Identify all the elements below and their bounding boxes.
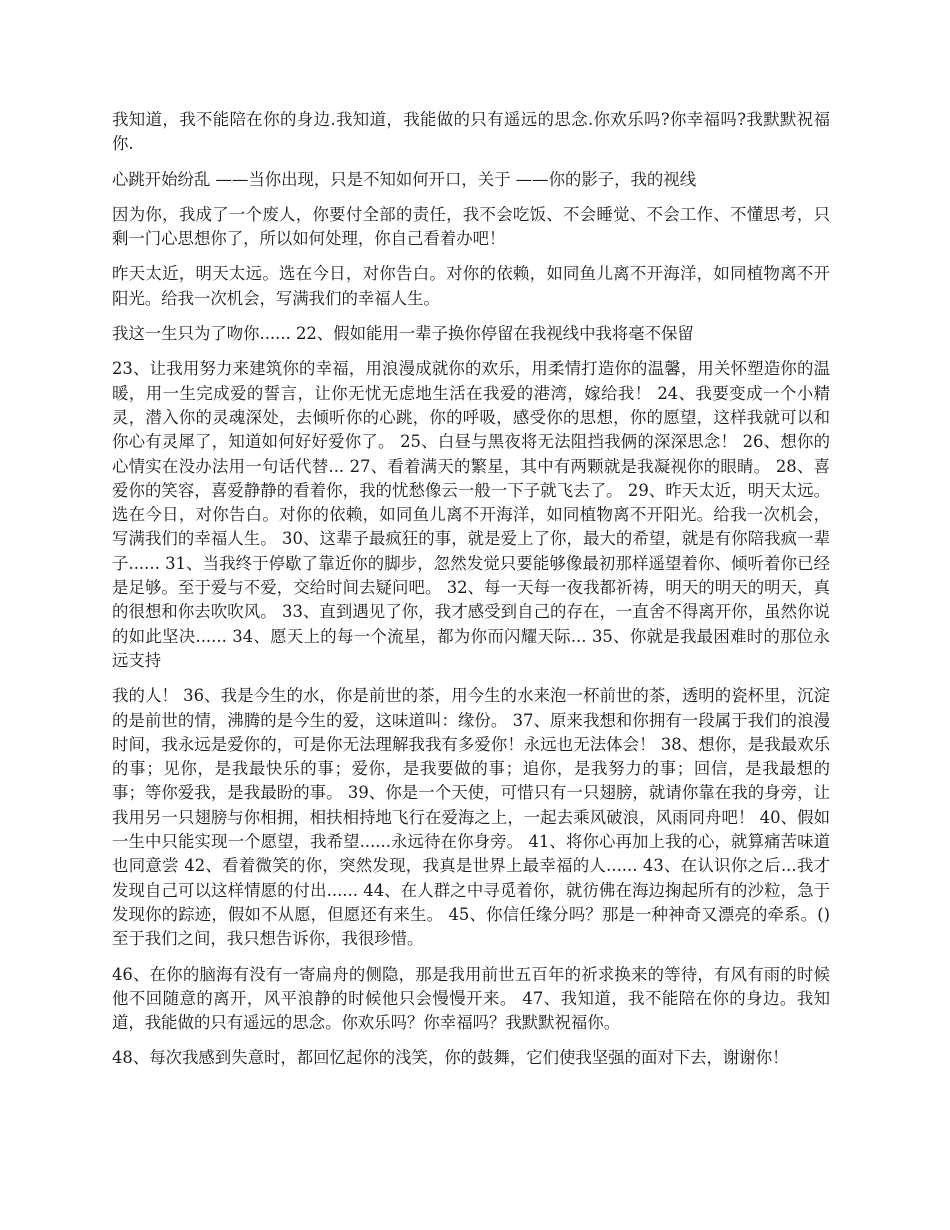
paragraph-7: 我的人！ 36、我是今生的水，你是前世的茶，用今生的水来泡一杯前世的茶，透明的瓷杯里，沉淀的是前世的情，沸腾的是今生的爱，这味道叫：缘份。 37、原来我想和你拥有一段属于我们的浪漫时间，我永远是爱你的，可是你无法理解我我有多爱你！永远也无法体会！ 38、想你，是我最欢乐的事；见你，是我最快乐的事；爱你，是我要做的事；追你，是我努力的事；回信，是我最想的事；等你爱我，是我最盼的事。 39、你是一个天使，可惜只有一只翅膀，就请你靠在我的身旁，让我用另一只翅膀与你相拥，相扶相持地飞行在爱海之上，一起去乘风破浪，风雨同舟吧！ 40、假如一生中只能实现一个愿望，我希望......永远待在你身旁。 41、将你心再加上我的心，就算痛苦味道也同意尝 42、看着微笑的你，突然发现，我真是世界上最幸福的人...... 43、在认识你之后...我才发现自己可以这样情愿的付出...... 44、在人群之中寻觅着你，就彷佛在海边掬起所有的沙粒，急于发现你的踪迹，假如不从愿，但愿还有来生。 45、你信任缘分吗？那是一种神奇又漂亮的牵系。()至于我们之间，我只想告诉你，我很珍惜。: [112, 686, 830, 949]
paragraph-6: 23、让我用努力来建筑你的幸福，用浪漫成就你的欢乐，用柔情打造你的温馨，用关怀塑造你的温暖，用一生完成爱的誓言，让你无忧无虑地生活在我爱的港湾，嫁给我！ 24、我要变成一个小精灵，潜入你的灵魂深处，去倾听你的心跳，你的呼吸，感受你的思想，你的愿望，这样我就可以和你心有灵犀了，知道如何好好爱你了。 25、白昼与黑夜将无法阻挡我俩的深深思念！ 26、想你的心情实在没办法用一句话代替... 27、看着满天的繁星，其中有两颗就是我凝视你的眼睛。 28、喜爱你的笑容，喜爱静静的看着你，我的忧愁像云一般一下子就飞去了。 29、昨天太近，明天太远。选在今日，对你告白。对你的依赖，如同鱼儿离不开海洋，如同植物离不开阳光。给我一次机会，写满我们的幸福人生。 30、这辈子最疯狂的事，就是爱上了你，最大的希望，就是有你陪我疯一辈子...... 31、当我终于停歇了靠近你的脚步，忽然发觉只要能够像最初那样遥望着你、倾听着你已经是足够。至于爱与不爱，交给时间去疑问吧。 32、每一天每一夜我都祈祷，明天的明天的明天，真的很想和你去吹吹风。 33、直到遇见了你，我才感受到自己的存在，一直舍不得离开你，虽然你说的如此坚决...... 34、愿天上的每一个流星，都为你而闪耀天际... 35、你就是我最困难时的那位永远支持: [112, 359, 830, 670]
paragraph-2: 心跳开始纷乱 ——当你出现，只是不知如何开口，关于 ——你的影子，我的视线: [112, 169, 697, 189]
paragraph-4: 昨天太近，明天太远。选在今日，对你告白。对你的依赖，如同鱼儿离不开海洋，如同植物离不开阳光。给我一次机会，写满我们的幸福人生。: [112, 264, 830, 308]
paragraph-1: 我知道，我不能陪在你的身边.我知道，我能做的只有遥远的思念.你欢乐吗?你幸福吗?我默默祝福你.: [112, 110, 830, 154]
paragraph-9: 48、每次我感到失意时，都回忆起你的浅笑，你的鼓舞，它们使我坚强的面对下去，谢谢你！: [112, 1048, 789, 1068]
document-body: [112, 108, 830, 1082]
paragraph-8: 46、在你的脑海有没有一寄扁舟的侧隐，那是我用前世五百年的祈求换来的等待，有风有雨的时候他不回随意的离开，风平浪静的时候他只会慢慢开来。 47、我知道，我不能陪在你的身边。我知道，我能做的只有遥远的思念。你欢乐吗？你幸福吗？我默默祝福你。: [112, 964, 830, 1033]
paragraph-3: 因为你，我成了一个废人，你要付全部的责任，我不会吃饭、不会睡觉、不会工作、不懂思考，只剩一门心思想你了，所以如何处理，你自己看着办吧！: [112, 204, 830, 249]
paragraph-5: 我这一生只为了吻你...... 22、假如能用一辈子换你停留在我视线中我将毫不保留: [112, 324, 694, 344]
